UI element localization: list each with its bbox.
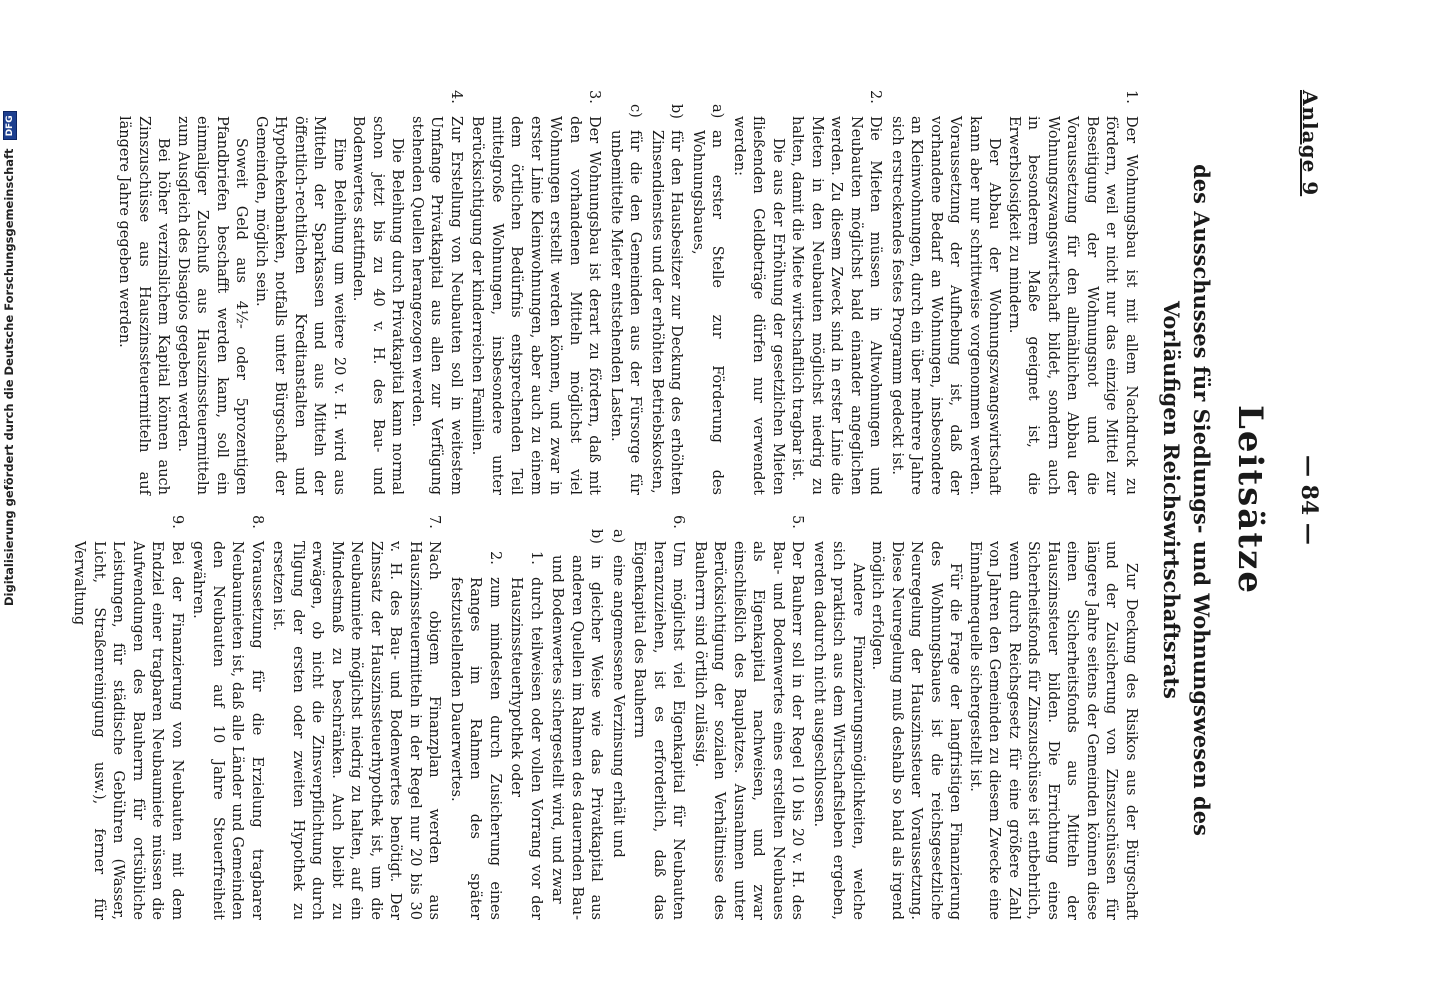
subitem-label: 2.: [487, 551, 503, 565]
paragraph: Der Wohnungsbau ist derart zu fördern, daß mit den vorhandenen Mitteln möglichst viel Wohnungen erstellt werden können, und zwar in erster Linie Kleinwohnungen, aber auch zu einem dem örtlichen Bedürfnis entsprechenden Teil mittelgroße Wohnungen, insbesondere unter Berücksichtigung der kinderreichen Familien.: [469, 116, 603, 495]
item-number: 3.: [586, 90, 603, 104]
credit-text: Digitalisierung gefördert durch die Deutsche Forschungsgemeinschaft: [2, 148, 16, 606]
guideline-6: [629, 515, 688, 920]
item-number: 1.: [1123, 90, 1139, 104]
item-number: 4.: [448, 90, 464, 104]
subitem-a: [688, 90, 727, 495]
guideline-4: [114, 90, 465, 495]
paragraph: Für die Frage der langfristigen Finanzierung des Wohnungsbaues ist die reichsgesetzliche Neuregelung der Hauszinssteuer Voraussetzung. Diese Neuregelung muß deshalb so bald als irgend möglich erfolgen.: [869, 541, 964, 920]
subitem-label: b): [668, 104, 685, 119]
guideline-4-continued: [809, 515, 1141, 920]
document-subtitle: des Ausschusses für Siedlungs- und Wohnungswesen des Vorläufigen Reichswirtschaftsrats: [1159, 164, 1214, 836]
guideline-3: [467, 90, 604, 495]
item-number: 8.: [249, 515, 265, 529]
digitization-credit: [2, 0, 20, 606]
subitem-label: b): [588, 529, 605, 544]
guideline-9: [69, 515, 186, 920]
subitem-c: [606, 90, 645, 495]
paragraph: Eine Beleihung um weitere 20 v. H. wird aus Mitteln der Sparkassen und aus Mitteln der öffentlich-rechtlichen Kreditanstalten und Hypothekenbanken, notfalls unter Bürgschaft der Gemeinden, möglich sein.: [253, 116, 347, 495]
item-number: 7.: [426, 515, 443, 529]
paragraph: Die aus der Erhöhung der gesetzlichen Mieten fließenden Geldbeträge dürfen nur verwendet werden:: [731, 116, 786, 495]
guideline-2: [729, 90, 885, 495]
subitem-label: c): [627, 104, 644, 118]
subitem-text: an erster Stelle zur Förderung des Wohnungsbaues,: [690, 130, 726, 495]
paragraph: Um möglichst viel Eigenkapital für Neubauten heranzuziehen, ist es erforderlich, daß das Eigenkapital des Bauherrn: [631, 541, 687, 920]
guideline-5: [690, 515, 807, 920]
item-number: 6.: [670, 515, 687, 529]
item-number: 2.: [867, 90, 884, 104]
paragraph: Der Abbau der Wohnungszwangswirtschaft kann aber nur schrittweise vorgenommen werden. Voraussetzung der Aufhebung ist, daß der vorhandene Bedarf an Wohnungen, insbesondere an Kleinwohnungen, durch ein über mehrere Jahre sich erstreckendes festes Programm gedeckt ist.: [889, 116, 1003, 495]
subitem-text: in gleicher Weise wie das Privatkapital aus anderen Quellen im Rahmen des dauernden Bau- und Bodenwertes sichergestellt wird, und zwar: [549, 555, 605, 920]
paragraph: Der Wohnungsbau ist mit allem Nachdruck zu fördern, weil er nicht nur das einzige Mittel zur Beseitigung der Wohnungsnot und die Voraussetzung für den allmählichen Abbau der Wohnungszwangswirtschaft bildet, sondern auch in besonderem Maße geeignet ist, die Erwerbslosigkeit zu mindern.: [1006, 116, 1139, 495]
paragraph: Die Beleihung durch Privatkapital kann normal schon jetzt bis zu 40 v. H. des Bau- und Bodenwertes stattfinden.: [350, 116, 406, 495]
paragraph: Soweit Geld aus 4½- oder 5prozentigen Pfandbriefen beschafft werden kann, soll ein einmaliger Zuschuß aus Hauszinssteuermitteln zum Ausgleich des Disagios gegeben werden.: [175, 116, 250, 495]
subitem-label: a): [709, 104, 726, 119]
guideline-8: [188, 515, 266, 920]
document-page: [62, 60, 1362, 940]
paragraph: Die Mieten müssen in Altwohnungen und Neubauten möglichst bald einander angeglichen werden. Zu diesem Zweck sind in erster Linie die Mieten in den Neubauten möglichst niedrig zu halten, damit die Miete wirtschaftlich tragbar ist.: [789, 116, 884, 495]
paragraph: Nach obigem Finanzplan werden aus Hauszinssteuermitteln in der Regel nur 20 bis 30 v. H. des Bau- und Bodenwertes benötigt. Der Zinssatz der Hauszinssteuerhypothek ist, um die Neubaumiete möglichst niedrig zu halten, auf ein Mindestmaß zu beschränken. Auch bleibt zu erwägen, ob nicht die Zinsverpflichtung durch Tilgung der ersten oder zweiten Hypothek zu ersetzen ist.: [270, 541, 443, 920]
subitem-b: [647, 90, 686, 495]
subitem-b-1: [506, 515, 545, 920]
page-number: — 84 —: [1296, 455, 1322, 545]
guideline-7: [268, 515, 444, 920]
paragraph: Bei der Finanzierung von Neubauten mit dem Endziel einer tragbaren Neubaumiete müssen die Aufwendungen des Bauherrn für ortsübliche Leistungen, für städtische Gebühren (Wasser, Licht, Straßenreinigung usw.), ferner für Verwaltung: [71, 541, 185, 920]
document-title: Leitsätze: [1230, 405, 1270, 595]
subitem-label: a): [610, 529, 626, 544]
paragraph: Der Bauherr soll in der Regel 10 bis 20 v. H. des Bau- und Bodenwertes eines erstellten Neubaues als Eigenkapital nachweisen, und zwar einschließlich des Bauplatzes. Ausnahmen unter Berücksichtigung der sozialen Verhältnisse des Bauherrn sind örtlich zulässig.: [692, 541, 806, 920]
item-number: 9.: [169, 515, 185, 529]
appendix-label: Anlage 9: [1298, 90, 1322, 197]
paragraph: Zur Deckung des Risikos aus der Bürgschaft und der Zusicherung von Zinszuschüssen für längere Jahre seitens der Gemeinden können diese einen Sicherheitsfonds aus Mitteln der Hauszinssteuer bilden. Die Errichtung eines Sicherheitsfonds für Zinszuschüsse ist entbehrlich, wenn durch Reichsgesetz für eine größere Zahl von Jahren den Gemeinden zu diesem Zwecke eine Einnahmequelle sichergestellt ist.: [967, 541, 1139, 920]
paragraph: Zur Erstellung von Neubauten soll in weitestem Umfange Privatkapital aus allen zur Verfügung stehenden Quellen herangezogen werden.: [409, 116, 464, 495]
subitem-text: zum mindesten durch Zusicherung eines Ranges im Rahmen des später festzustellenden Dauerwertes.: [448, 577, 503, 920]
item-number: 5.: [789, 515, 806, 529]
paragraph: Voraussetzung für die Erzielung tragbarer Neubaumieten ist, daß alle Länder und Gemeinden den Neubauten auf 10 Jahre Steuerfreiheit gewähren.: [190, 541, 265, 920]
left-column: [112, 90, 1140, 495]
paragraph: Bei höher verzinslichem Kapital können auch Zinszuschüsse aus Hauszinssteuermitteln auf längere Jahre gegeben werden.: [116, 116, 172, 495]
subitem-text: durch teilweisen oder vollen Vorrang vor der Hauszinssteuerhypothek oder: [508, 577, 544, 920]
subitem-text: für den Hausbesitzer zur Deckung des erhöhten Zinsendienstes und der erhöhten Betriebskosten,: [649, 130, 685, 495]
subitem-text: für die den Gemeinden aus der Fürsorge für unbemittelte Mieter entstehenden Lasten.: [608, 130, 644, 495]
subitem-a: [608, 515, 628, 920]
subitem-label: 1.: [528, 551, 544, 565]
dfg-logo: DFG: [3, 111, 17, 140]
subitem-text: eine angemessene Verzinsung erhält und: [610, 555, 626, 858]
right-column: [67, 515, 1140, 920]
paragraph: Andere Finanzierungsmöglichkeiten, welche sich praktisch aus dem Wirtschaftsleben ergeben, werden dadurch nicht ausgeschlossen.: [811, 541, 866, 920]
subitem-b: [547, 515, 606, 920]
subitem-b-2: [446, 515, 505, 920]
guideline-1: [887, 90, 1141, 495]
